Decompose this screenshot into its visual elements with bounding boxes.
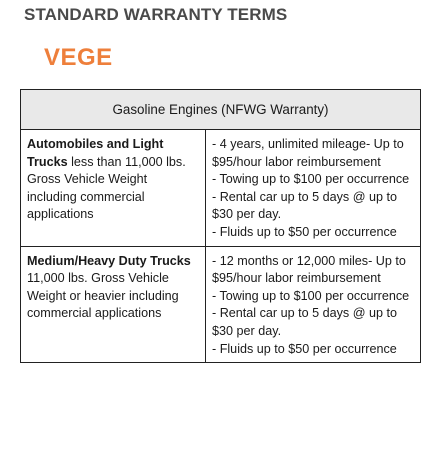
vehicle-class-cell <box>21 130 206 247</box>
vehicle-class-description: 11,000 lbs. Gross Vehicle Weight or heavier including commercial applications <box>27 271 179 321</box>
brand-logo: VEGE <box>44 44 113 71</box>
table-header-row <box>21 90 421 130</box>
coverage-item: - Rental car up to 5 days @ up to $30 per day. <box>212 306 397 338</box>
vehicle-class-name: Medium/Heavy Duty Trucks <box>27 253 191 268</box>
table-row <box>21 246 421 363</box>
coverage-item: - 12 months or 12,000 miles- Up to $95/hour labor reimbursement <box>212 253 406 286</box>
coverage-cell <box>206 130 421 247</box>
coverage-cell <box>206 246 421 363</box>
coverage-item: - Fluids up to $50 per occurrence <box>212 224 397 239</box>
vehicle-class-name: Automobiles and Light Trucks <box>27 137 164 169</box>
table-header: Gasoline Engines (NFWG Warranty) <box>21 90 421 130</box>
coverage-item: - Rental car up to 5 days @ up to $30 per day. <box>212 189 397 222</box>
page-title: STANDARD WARRANTY TERMS <box>24 5 288 24</box>
warranty-table <box>20 89 421 363</box>
coverage-item: - Fluids up to $50 per occurrence <box>212 341 397 356</box>
coverage-item: - Towing up to $100 per occurrence <box>212 172 410 187</box>
vehicle-class-description: less than 11,000 lbs. Gross Vehicle Weight including commercial applications <box>27 154 186 222</box>
vehicle-class-cell <box>21 246 206 363</box>
table-row <box>21 130 421 247</box>
coverage-item: - 4 years, unlimited mileage- Up to $95/hour labor reimbursement <box>212 137 404 169</box>
coverage-item: - Towing up to $100 per occurrence <box>212 288 410 303</box>
